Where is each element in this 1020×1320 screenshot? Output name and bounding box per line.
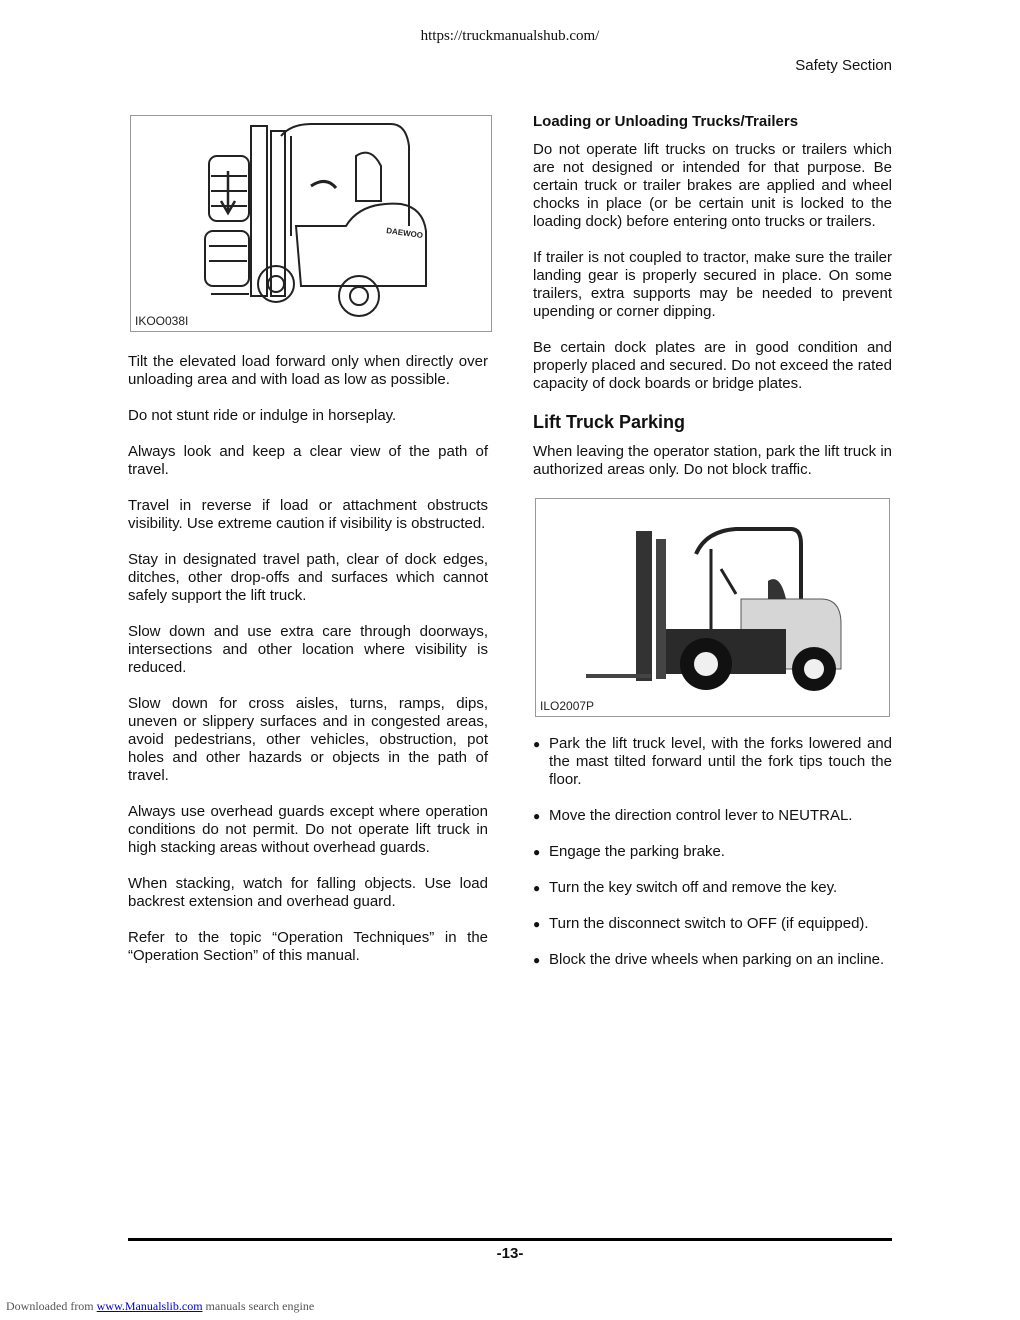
- list-item: [533, 843, 892, 861]
- bullet-icon: ●: [533, 953, 541, 967]
- list-item: [533, 915, 892, 933]
- bullet-icon: ●: [533, 737, 541, 751]
- list-item-text: Turn the key switch off and remove the key.: [549, 879, 838, 896]
- paragraph: Tilt the elevated load forward only when directly over unloading area and with load as low as possible.: [128, 353, 488, 388]
- left-column: [128, 353, 488, 983]
- figure-caption: ILO2007P: [540, 699, 595, 713]
- list-item-text: Move the direction control lever to NEUTRAL.: [549, 807, 853, 824]
- paragraph: Always look and keep a clear view of the path of travel.: [128, 443, 488, 478]
- forklift-load-illustration: [131, 116, 491, 331]
- list-item-text: Turn the disconnect switch to OFF (if equipped).: [549, 915, 869, 932]
- bullet-icon: ●: [533, 845, 541, 859]
- figure-forklift-load: [130, 115, 492, 332]
- paragraph: If trailer is not coupled to tractor, make sure the trailer landing gear is properly secured in place. On some trailers, extra supports may be needed to prevent upending or corner dipping.: [533, 249, 892, 320]
- parking-heading: Lift Truck Parking: [533, 412, 686, 432]
- paragraph: Refer to the topic “Operation Techniques” in the “Operation Section” of this manual.: [128, 929, 488, 964]
- paragraph: Stay in designated travel path, clear of dock edges, ditches, other drop-offs and surfaces which cannot safely support the lift truck.: [128, 551, 488, 604]
- forklift-photo-illustration: [536, 499, 889, 716]
- bullet-icon: ●: [533, 917, 541, 931]
- loading-heading: Loading or Unloading Trucks/Trailers: [533, 113, 799, 130]
- list-item: [533, 807, 892, 825]
- manualslib-link[interactable]: www.Manualslib.com: [96, 1299, 203, 1313]
- section-title: Safety Section: [795, 57, 892, 74]
- list-item: [533, 879, 892, 897]
- list-item: [533, 735, 892, 789]
- footer-suffix: manuals search engine: [205, 1299, 315, 1313]
- paragraph: Travel in reverse if load or attachment obstructs visibility. Use extreme caution if visibility is obstructed.: [128, 497, 488, 532]
- right-column: [533, 113, 892, 497]
- paragraph: When stacking, watch for falling objects. Use load backrest extension and overhead guard.: [128, 875, 488, 910]
- footer-rule: [128, 1238, 892, 1241]
- footer-prefix: Downloaded from: [6, 1299, 94, 1313]
- parking-steps-list: [533, 735, 892, 987]
- download-footer: [6, 1299, 314, 1314]
- list-item-text: Park the lift truck level, with the forks lowered and the mast tilted forward until the fork tips touch the floor.: [549, 735, 892, 788]
- brand-label: DAEWOO: [385, 226, 424, 241]
- bullet-icon: ●: [533, 881, 541, 895]
- paragraph: When leaving the operator station, park the lift truck in authorized areas only. Do not block traffic.: [533, 443, 892, 478]
- figure-caption: IKOO038I: [135, 314, 189, 328]
- header-url: https://truckmanualshub.com/: [420, 28, 600, 44]
- paragraph: Always use overhead guards except where operation conditions do not permit. Do not operate lift truck in high stacking areas without overhead guards.: [128, 803, 488, 856]
- bullet-icon: ●: [533, 809, 541, 823]
- paragraph: Do not stunt ride or indulge in horseplay.: [128, 407, 397, 424]
- paragraph: Do not operate lift trucks on trucks or trailers which are not designed or intended for that purpose. Be certain truck or trailer brakes are applied and wheel chocks in place (or be certain unit is locked to the loading dock) before entering onto trucks or trailers.: [533, 141, 892, 230]
- list-item: [533, 951, 892, 969]
- list-item-text: Block the drive wheels when parking on an incline.: [549, 951, 885, 968]
- paragraph: Be certain dock plates are in good condition and properly placed and secured. Do not exceed the rated capacity of dock boards or bridge plates.: [533, 339, 892, 392]
- paragraph: Slow down and use extra care through doorways, intersections and other location where visibility is reduced.: [128, 623, 488, 676]
- page-number: -13-: [496, 1245, 524, 1262]
- list-item-text: Engage the parking brake.: [549, 843, 725, 860]
- paragraph: Slow down for cross aisles, turns, ramps, dips, uneven or slippery surfaces and in congested areas, avoid pedestrians, other vehicles, obstruction, pot holes and other hazards or objects in the path of travel.: [128, 695, 488, 784]
- figure-forklift-photo: [535, 498, 890, 717]
